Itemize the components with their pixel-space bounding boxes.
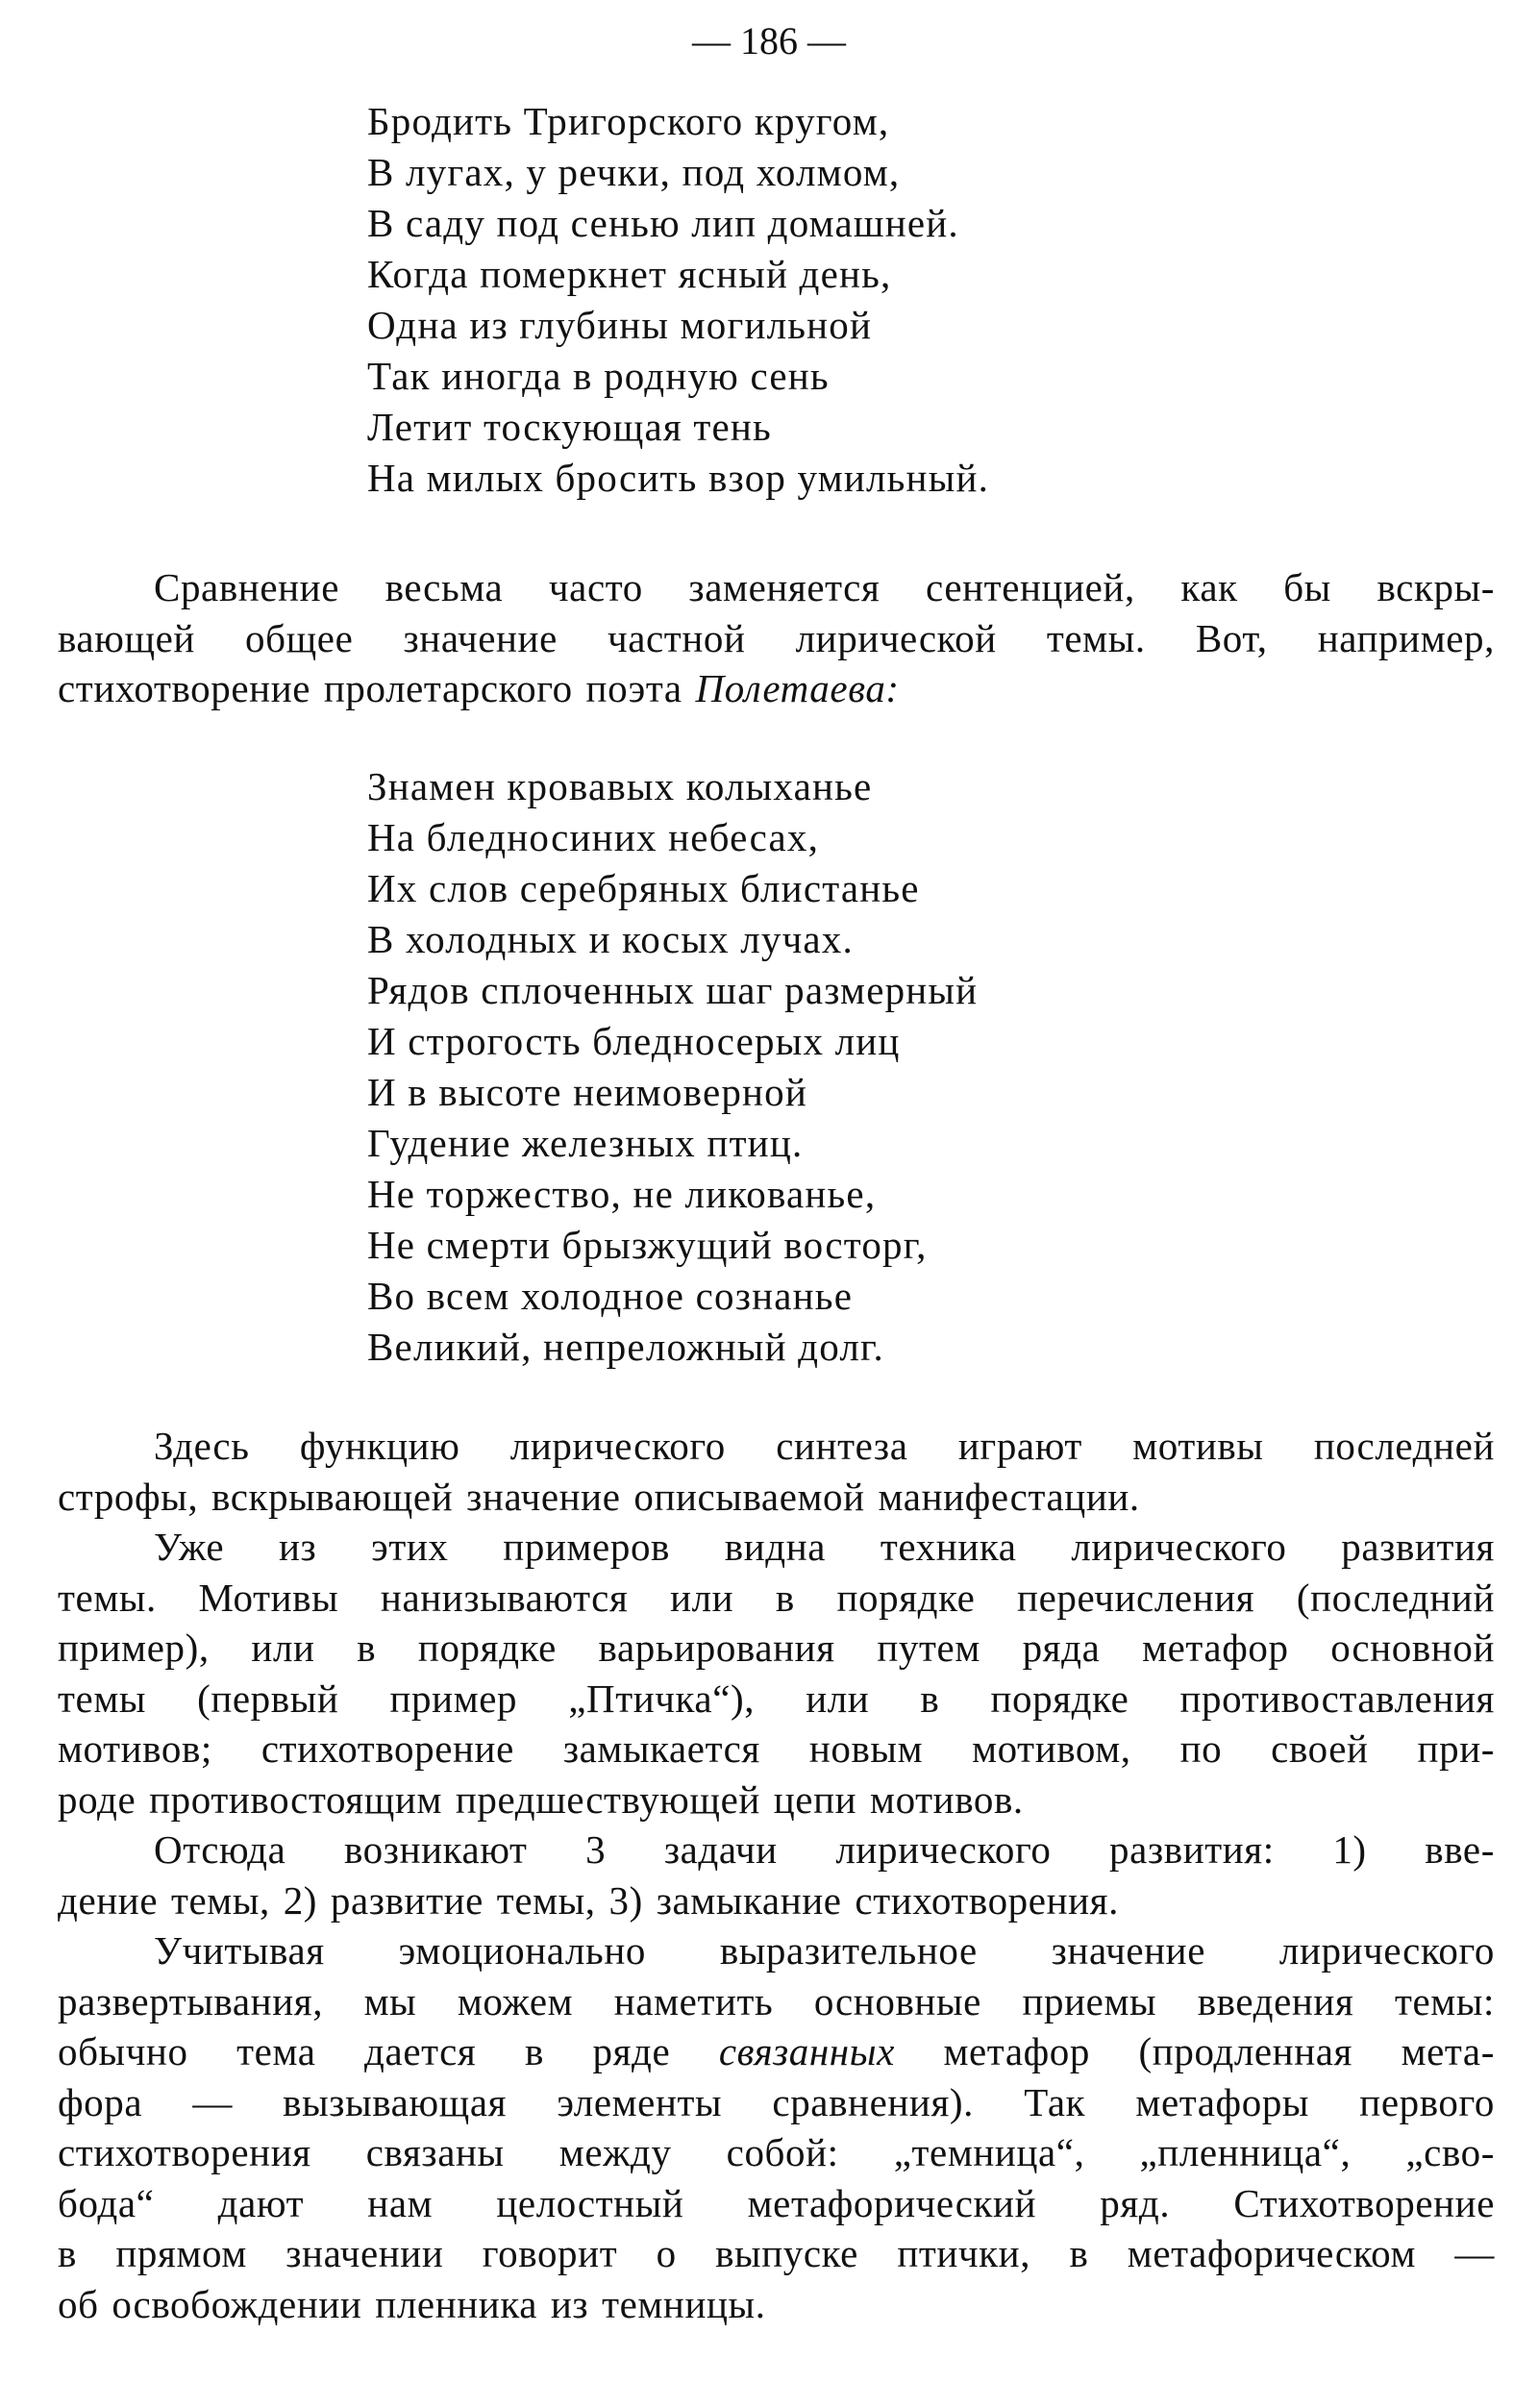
text-fragment: метафор (продленная мета- — [894, 2029, 1495, 2073]
text-line: вающей общее значение частной лирической темы. Вот, например, — [58, 615, 1495, 660]
text-fragment: стихотворение пролетарского поэта — [58, 666, 696, 710]
verse-line: Гудение железных птиц. — [367, 1121, 804, 1165]
text-line: стихотворения связаны между собой: „темница“, „пленница“, „сво- — [58, 2130, 1495, 2174]
verse-line: В холодных и косых лучах. — [367, 917, 854, 961]
verse-line: Великий, непреложный долг. — [367, 1325, 884, 1369]
verse-line: И в высоте неимоверной — [367, 1070, 808, 1114]
text-fragment: обычно тема дается в ряде — [58, 2029, 719, 2073]
author-name-italic: Полетаева: — [695, 666, 900, 710]
text-line — [58, 2026, 1495, 2077]
text-line: в прямом значении говорит о выпуске птички, в метафорическом — — [58, 2231, 1495, 2275]
text-line — [58, 663, 1495, 714]
paragraph — [58, 1421, 1495, 1522]
paragraph — [58, 562, 1495, 714]
text-line: темы. Мотивы нанизываются или в порядке перечисления (последний — [58, 1575, 1495, 1620]
paragraph-comparison — [58, 562, 1495, 714]
verse-line: В саду под сенью лип домашней. — [367, 201, 959, 245]
text-line: Сравнение весьма часто заменяется сентенцией, как бы вскры- — [154, 565, 1495, 609]
paragraph — [58, 1825, 1495, 1925]
paragraph — [58, 1522, 1495, 1825]
text-line: темы (первый пример „Птичка“), или в порядке противоставления — [58, 1676, 1495, 1721]
text-line: об освобождении пленника из темницы. — [58, 2281, 766, 2326]
text-line: фора — вызывающая элементы сравнения). Так метафоры первого — [58, 2079, 1495, 2124]
text-line: бода“ дают нам целостный метафорический ряд. Стихотворение — [58, 2180, 1495, 2225]
verse-line: Не торжество, не ликованье, — [367, 1172, 877, 1216]
verse-line: Бродить Тригорского кругом, — [367, 99, 890, 143]
verse-line: На бледносиних небесах, — [367, 815, 820, 859]
verse-line: Не смерти брызжущий восторг, — [367, 1223, 928, 1267]
verse-line: На милых бросить взор умильный. — [367, 456, 990, 500]
verse-line: Летит тоскующая тень — [367, 405, 772, 449]
verse-line: Знамен кровавых колыханье — [367, 764, 873, 808]
text-line: пример), или в порядке варьирования путем ряда метафор основной — [58, 1626, 1495, 1670]
verse-quote-pushkin — [367, 96, 989, 504]
paragraph — [58, 1925, 1495, 2329]
text-line: Учитывая эмоционально выразительное значение лирического — [154, 1928, 1495, 1973]
verse-line: Когда померкнет ясный день, — [367, 252, 892, 296]
verse-line: Их слов серебряных блистанье — [367, 866, 920, 910]
text-line: Уже из этих примеров видна техника лирического развития — [154, 1525, 1495, 1569]
text-line: строфы, вскрывающей значение описываемой манифестации. — [58, 1474, 1140, 1519]
verse-quote-poletaev — [367, 761, 978, 1373]
verse-line: В лугах, у речки, под холмом, — [367, 150, 901, 194]
verse-line: Одна из глубины могильной — [367, 303, 873, 347]
paragraphs-lyrical-development — [58, 1421, 1495, 2329]
page-number: — 186 — — [692, 19, 846, 62]
text-line: Отсюда возникают 3 задачи лирического развития: 1) вве- — [154, 1827, 1495, 1872]
verse-line: Рядов сплоченных шаг размерный — [367, 968, 979, 1012]
verse-line: И строгость бледносерых лиц — [367, 1019, 901, 1063]
verse-line: Так иногда в родную сень — [367, 354, 830, 398]
text-line: дение темы, 2) развитие темы, 3) замыкание стихотворения. — [58, 1877, 1119, 1923]
text-line: развертывания, мы можем наметить основные приемы введения темы: — [58, 1978, 1495, 2023]
text-line: роде противостоящим предшествующей цепи мотивов. — [58, 1776, 1024, 1822]
text-line: Здесь функцию лирического синтеза играют мотивы последней — [154, 1424, 1495, 1468]
emphasis-italic: связанных — [718, 2029, 895, 2073]
verse-line: Во всем холодное сознанье — [367, 1274, 854, 1318]
text-line: мотивов; стихотворение замыкается новым мотивом, по своей при- — [58, 1726, 1495, 1771]
